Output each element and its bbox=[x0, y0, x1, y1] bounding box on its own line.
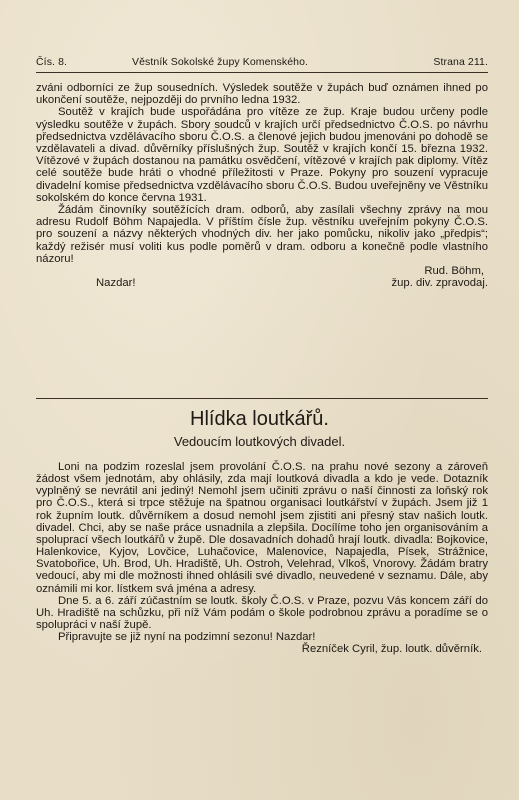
page-number: Strana 211. bbox=[433, 56, 488, 68]
article-signature: Řezníček Cyril, žup. loutk. důvěrník. bbox=[301, 643, 482, 656]
issue-number: Čís. 8. bbox=[36, 56, 68, 68]
signature-name: Rud. Böhm, bbox=[424, 265, 484, 278]
header-rule bbox=[36, 72, 488, 73]
paragraph: Žádám činovníky soutěžících dram. odborů, aby zasílali všechny zprávy na mou adresu Rudolf Böhm Napajedla. V příštím čísle žup. věstníku uveřejním pokyny Č.O.S. pro souzení a názvy některých vhodných div. her jako pomůcku, nikoliv jako „předpis“; každý režisér musí voliti kus podle poměrů v dram. odboru a konečně podle vlastního názoru! bbox=[36, 204, 488, 265]
journal-title: Věstník Sokolské župy Komenského. bbox=[132, 56, 309, 68]
paragraph: Loni na podzim rozeslal jsem provolání Č.O.S. na prahu nové sezony a zároveň žádost všem jednotám, aby ohlásily, zda mají loutková divadla a kdo je vede. Dotazník vyplněný se nevrátil ani jediný! Nemohl jsem učiniti zprávu o naší činnosti za loňský rok pro Č.O.S., která si trpce stěžuje na špatnou organisaci loutkářství v župách. Jsem již 1 rok župním loutk. důvěrníkem a dosud nemohl jsem zjistiti ani přesný stav našich loutk. divadel. Chci, aby se naše práce usnadnila a zlepšila. Docílíme toho jen organisováním a spoluprací všech loutkářů v župě. Dle dosavadních dohadů hrají loutk. divadla: Bojkovice, Halenkovice, Kyjov, Lovčice, Luhačovice, Malenovice, Napajedla, Písek, Strážnice, Svatobořice, Uh. Brod, Uh. Hradiště, Uh. Ostroh, Velehrad, Vlkoš, Vnorovy. Žádám bratry vedoucí, aby mi dle možnosti ihned ohlásili své divadlo, neuvedené v seznamu. Dále, aby oznámili mi kor. lístkem svá jména a adresy. bbox=[36, 461, 488, 595]
puppeteers-article bbox=[36, 461, 488, 656]
signature-title-row bbox=[36, 277, 488, 289]
paragraph: Dne 5. a 6. září zúčastním se loutk. školy Č.O.S. v Praze, pozvu Vás koncem září do Uh. Hradiště na schůzku, při níž Vám podám o škole podrobnou zprávu a poradíme se o spolupráci v naší župě. bbox=[36, 594, 488, 632]
paragraph: Soutěž v krajích bude uspořádána pro vítěze ze žup. Kraje budou určeny podle výsledku soutěže v župách. Sbory soudců v krajích určí předsednictvo Č.O.S. po návrhu předsednictva vzdělávacího sboru Č.O.S. a členové jejich budou jmenováni po dohodě se vzdělavateli a divad. důvěrníky příslušných žup. Soutěž v krajích končí 15. března 1932. Vítězové v župách dostanou na památku osvědčení, vítězové v krajích pak diplomy. Vítěz celé soutěže bude hráti o vhodné příležitosti v Praze. Pokyny pro souzení vypracuje divadelní komise předsednictva vzdělávacího sboru Č.O.S. Budou uveřejněny ve Věstníku sokolském do konce června 1931. bbox=[36, 106, 488, 204]
section-heading: Hlídka loutkářů. bbox=[190, 408, 329, 430]
signature-name-row bbox=[36, 265, 488, 277]
section-divider bbox=[36, 398, 488, 399]
section-subheading: Vedoucím loutkových divadel. bbox=[173, 434, 346, 449]
signature-title: žup. div. zpravodaj. bbox=[391, 277, 488, 290]
paragraph: zváni odborníci ze žup sousedních. Výsledek soutěže v župách buď oznámen ihned po ukončení soutěže, nejpozději do prvního ledna 1932. bbox=[36, 82, 488, 107]
signature-greeting: Nazdar! bbox=[96, 277, 136, 290]
competition-article bbox=[36, 82, 488, 289]
page-header bbox=[36, 56, 488, 72]
closing-line: Připravujte se již nyní na podzimní sezonu! Nazdar! bbox=[58, 631, 316, 644]
